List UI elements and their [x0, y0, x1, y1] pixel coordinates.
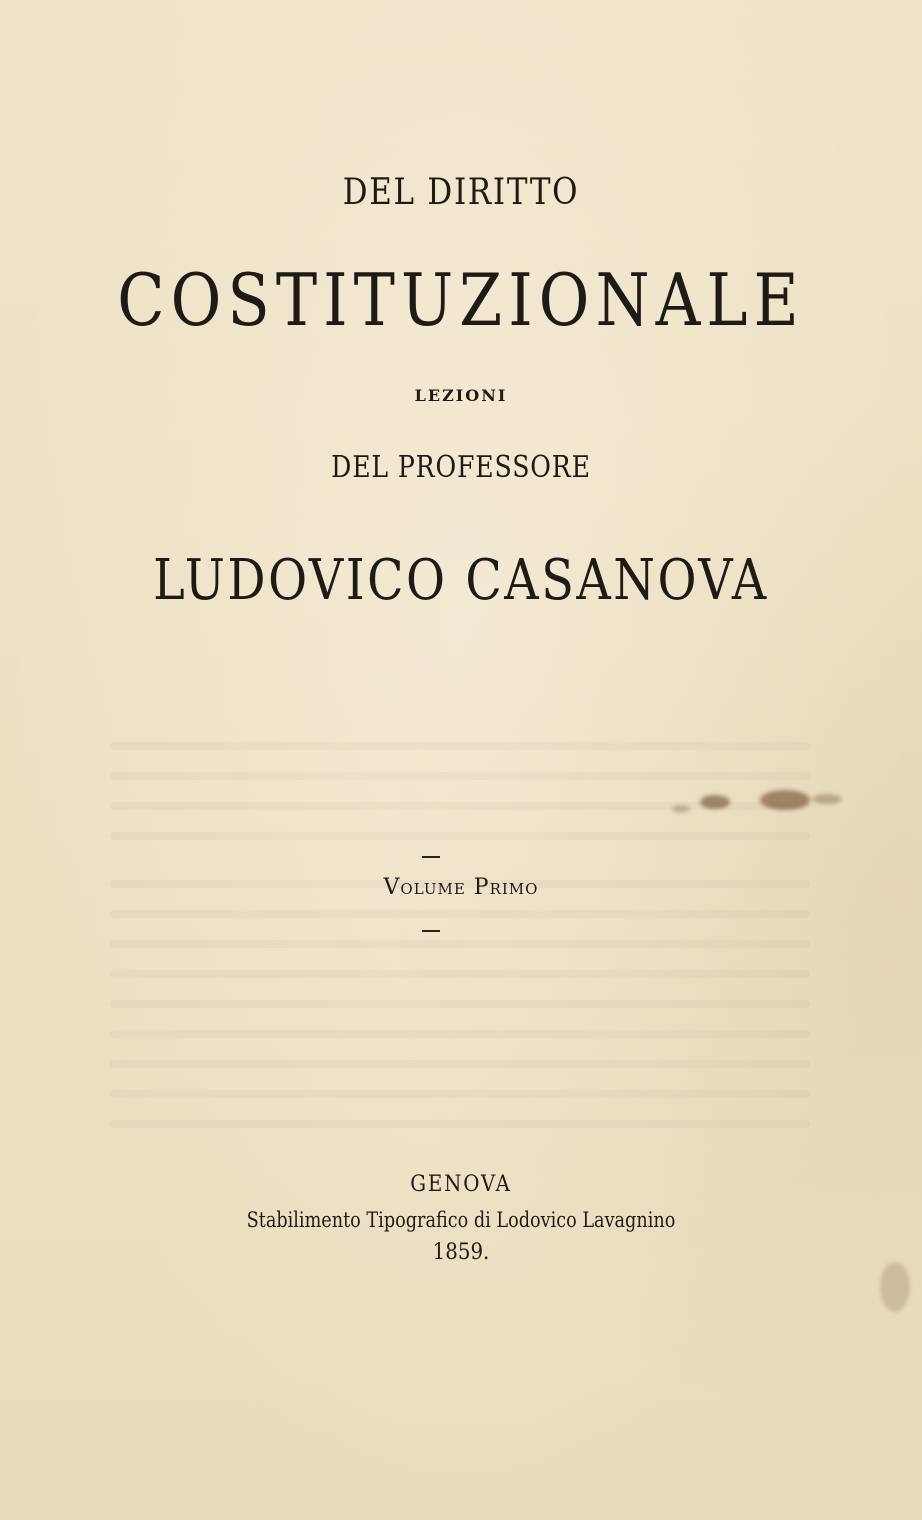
volume-label: Volume Primo: [383, 875, 539, 900]
show-through-line: [110, 742, 810, 750]
show-through-line: [110, 1000, 810, 1008]
author-name: LUDOVICO CASANOVA: [153, 548, 769, 613]
imprint-year: 1859.: [432, 1240, 490, 1265]
show-through-line: [110, 832, 810, 840]
show-through-line: [110, 1120, 810, 1128]
show-through-line: [110, 772, 810, 780]
ink-stain: [812, 794, 842, 804]
imprint-city: GENOVA: [410, 1172, 512, 1197]
show-through-line: [110, 940, 810, 948]
title-line-1: DEL DIRITTO: [342, 172, 580, 213]
show-through-line: [110, 1090, 810, 1098]
subtitle-lezioni: LEZIONI: [414, 386, 508, 405]
imprint-publisher: Stabilimento Tipografico di Lodovico Lavagnino: [246, 1208, 676, 1232]
rule-dash-top: [422, 856, 440, 858]
main-title: COSTITUZIONALE: [117, 258, 805, 342]
show-through-line: [110, 1030, 810, 1038]
ink-stain: [880, 1262, 910, 1312]
ink-stain: [760, 790, 810, 810]
ink-stain: [700, 795, 730, 809]
show-through-line: [110, 910, 810, 918]
rule-dash-bottom: [422, 930, 440, 932]
ink-stain: [672, 805, 690, 813]
show-through-line: [110, 970, 810, 978]
author-prefix: DEL PROFESSORE: [331, 450, 591, 485]
show-through-line: [110, 1060, 810, 1068]
